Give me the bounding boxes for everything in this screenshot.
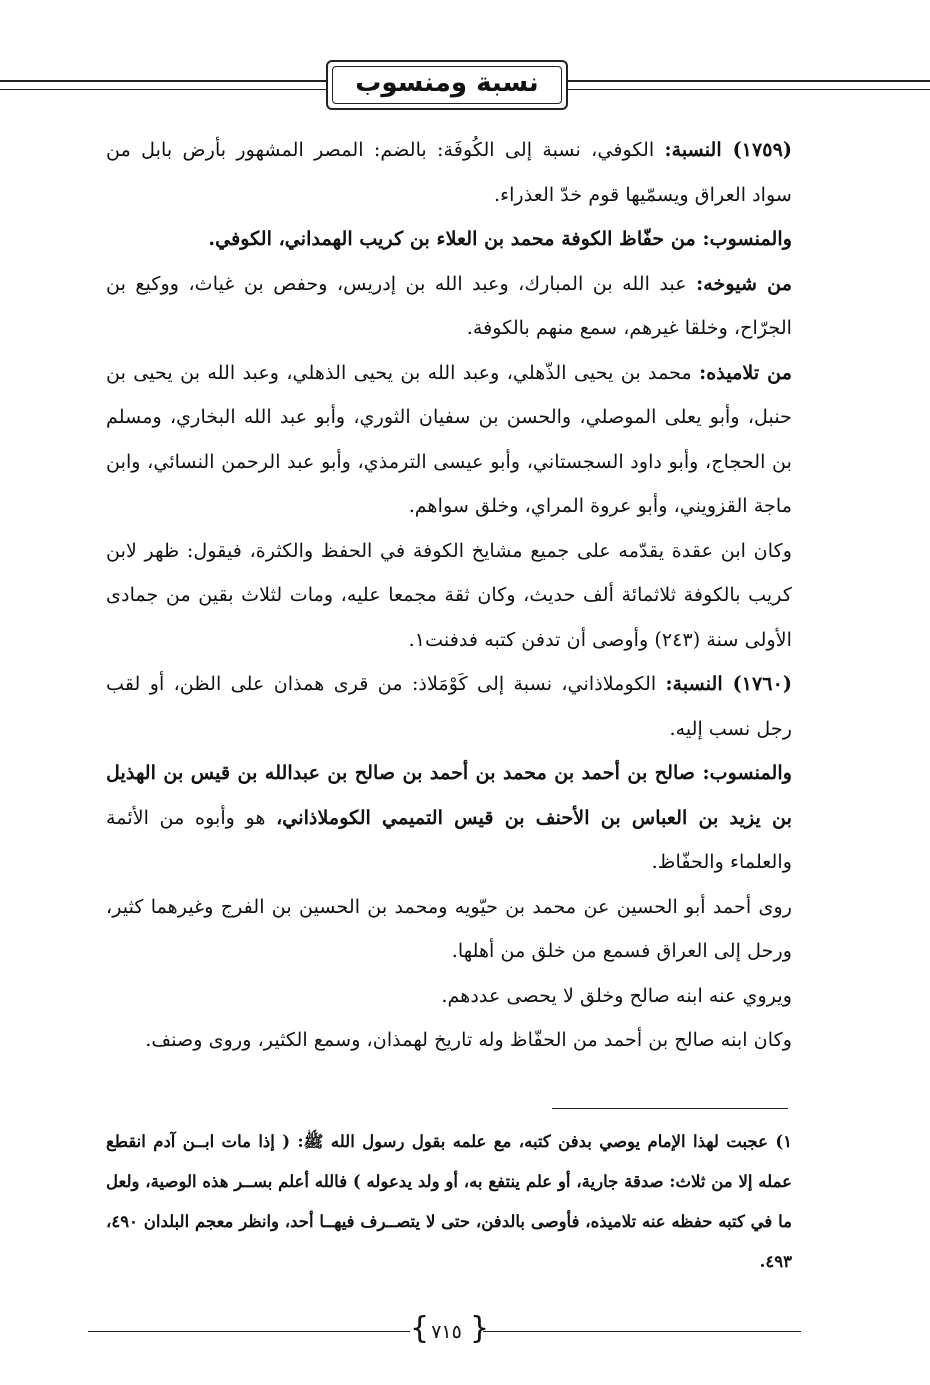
entry-text: وكان ابنه صالح بن أحمد من الحفّاظ وله تاريخ لهمذان، وسمع الكثير، وروى وصنف. <box>145 1028 792 1051</box>
entry-1760-nisba <box>106 662 792 751</box>
entry-label: والمنسوب: صالح بن أحمد بن محمد بن أحمد بن صالح بن عبدالله بن قيس بن الهذيل بن يزيد بن العباس بن الأحنف بن قيس التميمي الكوملاذاني، <box>106 761 792 829</box>
footer-rule-left <box>88 1331 410 1332</box>
entry-1760-narration <box>106 885 792 974</box>
page-number-bracket-left: { <box>410 1311 430 1346</box>
entry-text: ويروي عنه ابنه صالح وخلق لا يحصى عددهم. <box>441 983 792 1007</box>
entry-label: (١٧٦٠) النسبة: <box>665 672 792 695</box>
entry-text: محمد بن يحيى الذّهلي، وعبد الله بن يحيى الذهلي، وعبد الله بن يحيى بن حنبل، وأبو يعلى الموصلي، والحسن بن سفيان الثوري، وأبو عبد الله البخاري، ومسلم بن الحجاج، وأبو داود السجستاني، وأبو عيسى الترمذي، وأبو عبد الرحمن النسائي، وابن ماجة القزويني، وأبو عروة المراي، وخلق سواهم. <box>106 360 792 517</box>
entry-text: روى أحمد أبو الحسين عن محمد بن حيّويه ومحمد بن الحسين بن الفرج وغيرهما كثير، ورحل إلى العراق فسمع من خلق من أهلها. <box>106 894 792 962</box>
main-text <box>106 128 792 1063</box>
footnote-separator <box>552 1108 788 1109</box>
header-rule-right-top <box>568 80 930 82</box>
entry-1760-narrators <box>106 974 792 1019</box>
header-title-frame <box>326 60 568 110</box>
entry-text: والمنسوب: من حفّاظ الكوفة محمد بن العلاء بن كريب الهمداني، الكوفي. <box>208 227 792 250</box>
entry-1760-son <box>106 1018 792 1063</box>
entry-1759-students <box>106 351 792 529</box>
entry-1759-mansub <box>106 217 792 262</box>
header-rule-left-top <box>0 80 326 82</box>
entry-label: (١٧٥٩) النسبة: <box>664 138 792 161</box>
entry-1759-teachers <box>106 262 792 351</box>
header-rule-left-bottom <box>0 89 326 90</box>
entry-text: عبد الله بن المبارك، وعبد الله بن إدريس، وحفص بن غياث، ووكيع بن الجرّاح، وخلقا غيرهم، سمع منهم بالكوفة. <box>106 271 792 339</box>
entry-text: وكان ابن عقدة يقدّمه على جميع مشايخ الكوفة في الحفظ والكثرة، فيقول: ظهر لابن كريب بالكوفة ثلاثمائة ألف حديث، وكان ثقة مجمعا عليه، ومات لثلاث بقين من جمادى الأولى سنة (٢٤٣) وأوصى أن تدفن كتبه فدفنت١. <box>106 538 792 651</box>
footnote-1: ١) عجبت لهذا الإمام يوصي بدفن كتبه، مع علمه بقول رسول الله ﷺ: ( إذا مات ابــن آدم انقطع عمله إلا من ثلاث: صدقة جارية، أو علم ينتفع به، أو ولد يدعوله ) فالله أعلم بســر هذه الوصية، ولعل ما في كتبه حفظه عنه تلاميذه، فأوصى بالدفن، حتى لا يتصــرف فيهــا أحد، وانظر معجم البلدان ٤٩٠، ٤٩٣. <box>106 1132 792 1271</box>
page-number-bracket-right: } <box>470 1311 490 1346</box>
entry-label: من تلاميذه: <box>699 360 792 384</box>
entry-text: الكوملاذاني، نسبة إلى كَوْمَلاذ: من قرى همذان على الظن، أو لقب رجل نسب إليه. <box>106 672 792 740</box>
footnote <box>106 1122 792 1282</box>
entry-1759-notes <box>106 529 792 663</box>
entry-text: هو وأبوه من الأئمة والعلماء والحفّاظ. <box>106 805 792 873</box>
footer-rule-right <box>483 1331 801 1332</box>
entry-text: الكوفي، نسبة إلى الكُوفَة: بالضم: المصر المشهور بأرض بابل من سواد العراق ويسمّيها قوم خدّ العذراء. <box>106 138 792 206</box>
entry-label: من شيوخه: <box>696 271 793 295</box>
header-rule-right-bottom <box>568 89 930 90</box>
entry-1759-nisba <box>106 128 792 217</box>
entry-1760-mansub <box>106 751 792 885</box>
page-number: ٧١٥ <box>431 1321 462 1343</box>
running-header-title: نسبة ومنسوب <box>355 68 539 98</box>
